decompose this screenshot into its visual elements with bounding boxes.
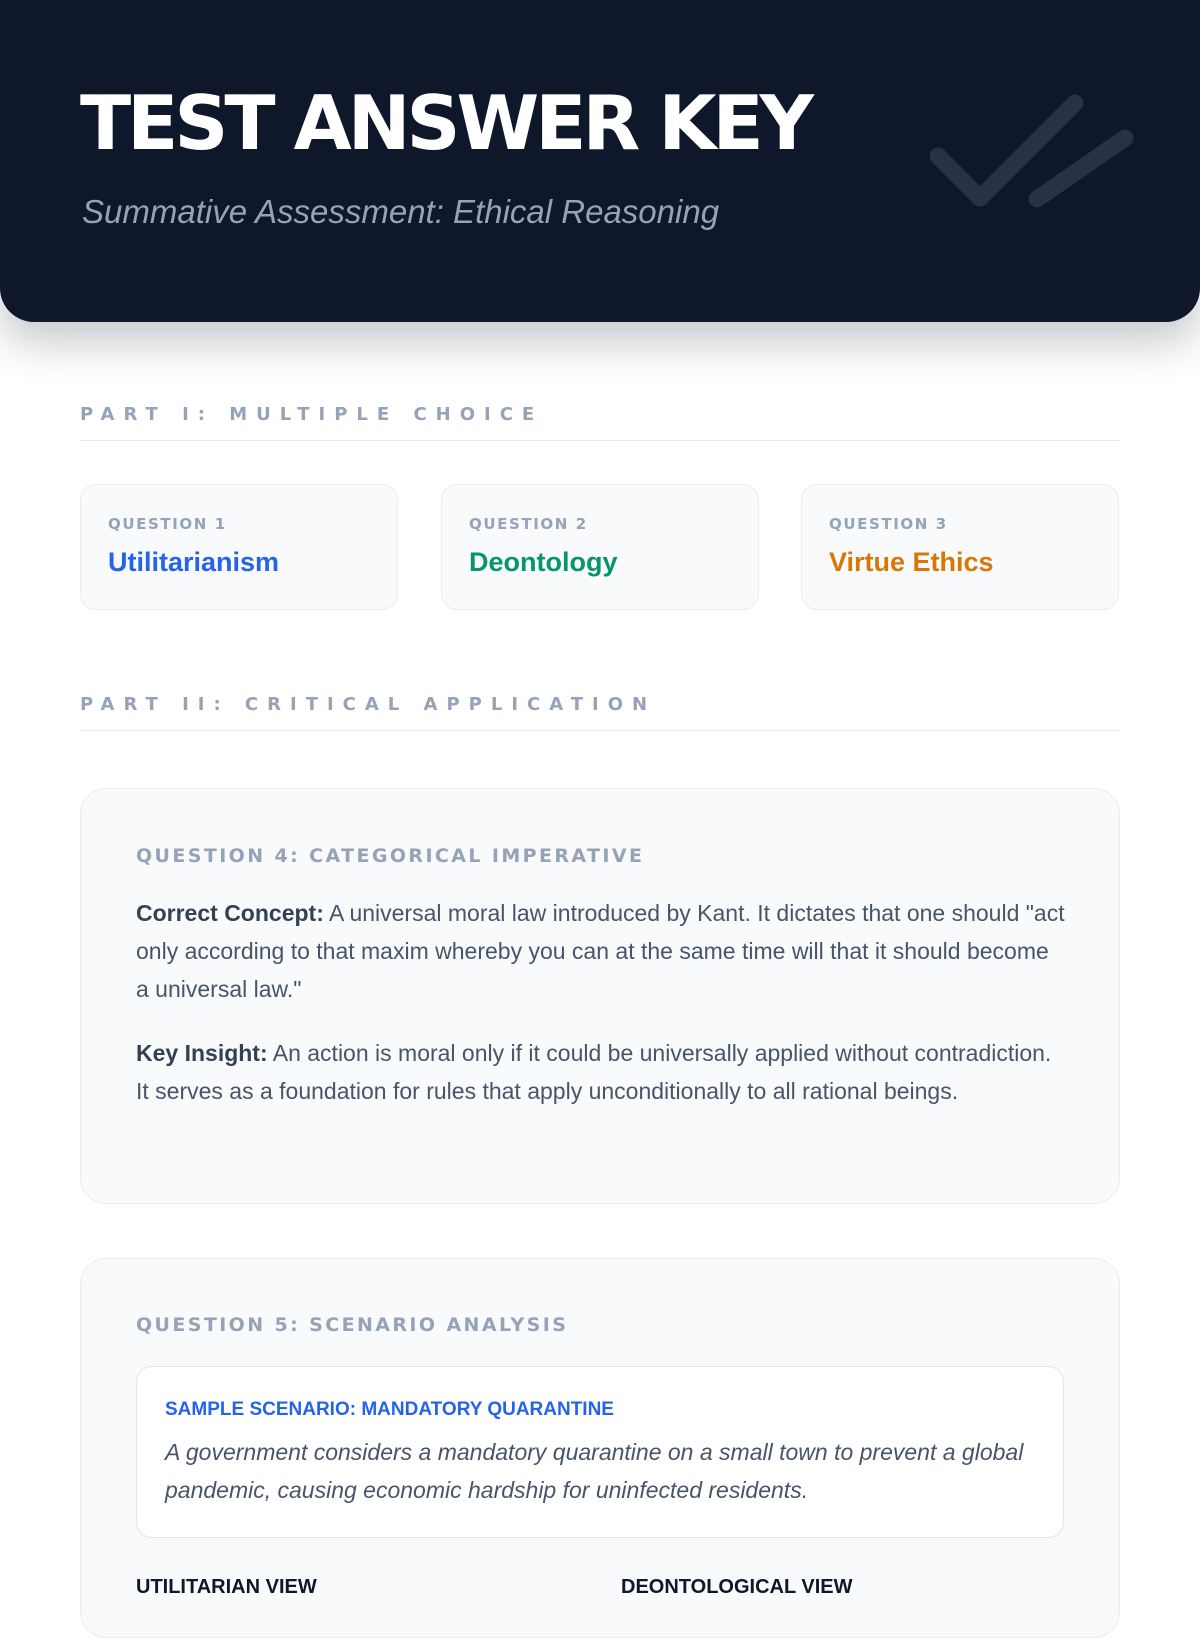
correct-concept-paragraph [136,894,1066,1008]
question-1-card [80,484,398,610]
sample-scenario-label: SAMPLE SCENARIO: MANDATORY QUARANTINE [165,1399,614,1420]
utilitarian-view-heading: UTILITARIAN VIEW [136,1576,317,1598]
key-insight-label: Key Insight: [136,1040,268,1066]
question-2-answer: Deontology [469,547,618,577]
key-insight-paragraph [136,1034,1066,1110]
question-2-card [441,484,759,610]
sample-scenario-box [136,1366,1064,1538]
page-title: TEST ANSWER KEY [80,79,810,167]
correct-concept-text: A universal moral law introduced by Kant. It dictates that one should "act only according to that maxim whereby you can at the same time will that it should become a universal law." [136,900,1065,1002]
question-4-title: QUESTION 4: CATEGORICAL IMPERATIVE [136,845,645,867]
question-3-answer: Virtue Ethics [829,547,994,577]
key-insight-text: An action is moral only if it could be universally applied without contradiction. It serves as a foundation for rules that apply unconditionally to all rational beings. [136,1040,1052,1104]
question-1-answer: Utilitarianism [108,547,280,577]
sample-scenario-text: A government considers a mandatory quarantine on a small town to prevent a global pandemic, causing economic hardship for uninfected residents. [165,1439,1024,1503]
page-subtitle: Summative Assessment: Ethical Reasoning [82,193,720,230]
part-2-heading: PART II: CRITICAL APPLICATION [80,692,1120,731]
correct-concept-label: Correct Concept: [136,900,324,926]
double-check-icon [930,88,1150,233]
question-1-label: QUESTION 1 [108,515,227,533]
question-4-panel [80,788,1120,1204]
part-1-heading: PART I: MULTIPLE CHOICE [80,402,1120,441]
question-5-panel [80,1258,1120,1638]
question-3-card [801,484,1119,610]
question-2-label: QUESTION 2 [469,515,588,533]
answer-key-header [0,0,1200,322]
deontological-view-heading: DEONTOLOGICAL VIEW [621,1576,853,1598]
question-3-label: QUESTION 3 [829,515,948,533]
question-5-title: QUESTION 5: SCENARIO ANALYSIS [136,1314,569,1336]
